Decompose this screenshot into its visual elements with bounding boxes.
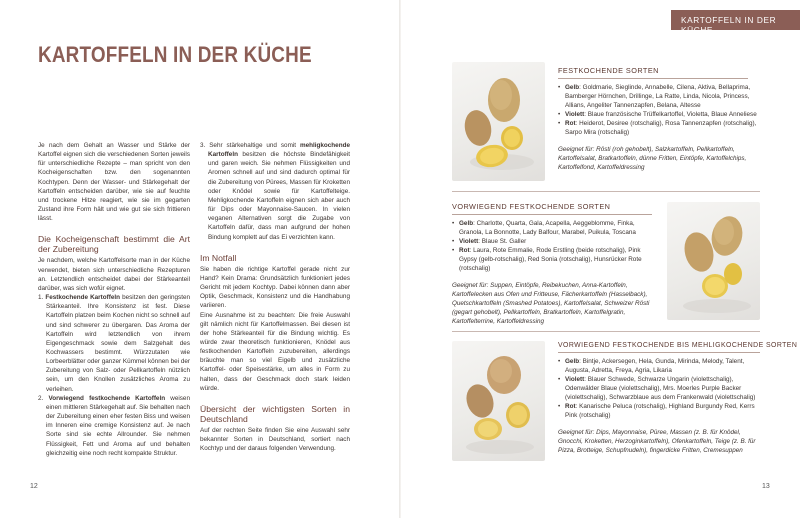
page-number-left: 12 [30, 483, 38, 490]
page-number-right: 13 [762, 483, 770, 490]
suited-for: Geeignet für: Dips, Mayonnaise, Püree, Massen (z. B. für Knödel, Gnocchi, Kroketten, Herzoginkartoffeln), Ofenkartoffeln, Teige (z. B. für Pizza, Brotteige, Schupfnudeln), fingerdicke Fritten, Cremesuppen [558, 429, 756, 454]
list-item: • Violett: Blaue französische Trüffelkartoffel, Violetta, Blaue Anneliese [558, 110, 760, 119]
book-gutter [399, 0, 401, 518]
divider [452, 331, 760, 332]
section-title: VORWIEGEND FESTKOCHENDE SORTEN [452, 202, 611, 211]
section-rule [558, 78, 748, 79]
paragraph: Sie haben die richtige Kartoffel gerade nicht zur Hand? Kein Drama: Grundsätzlich funktioniert jedes Gericht mit jedem Kochtyp. Dabei können dann aber Optik, Geschmack, Konsistenz und die Handhabung variieren. [200, 265, 350, 310]
variety-list [558, 83, 760, 137]
page-title: KARTOFFELN IN DER KÜCHE [38, 42, 312, 67]
list-item: • Gelb: Goldmarie, Sieglinde, Annabelle, Cilena, Aktiva, Bellaprima, Bamberger Hörnchen, Drillinge, La Ratte, Linda, Nicola, Princess, Allians, Angeliter Tannenzapfen, Belana, Altesse [558, 83, 760, 110]
list-item: • Gelb: Bintje, Ackersegen, Hela, Gunda, Mirinda, Melody, Talent, Augusta, Adretta, Freya, Agria, Likaria [558, 357, 760, 375]
list-item-mehligkochend: 3. Sehr stärkehaltige und somit mehligkochende Kartoffeln besitzen die höchste Bindefähigkeit und garen weich. Sie nehmen Flüssigkeiten und Aromen schnell auf und sind dadurch optimal für die Zubereitung von Pürees, Massen für Kroketten oder Knödel sowie für Kartoffelteige. Mehligkochende Kartoffeln eignen sich aber auch für Dips oder Mayonnaise-Saucen. In vielen veganen Alternativen sorgt die Zugabe von Kartoffeln dafür, dass man aufgrund der hohen Bindung komplett auf das Ei verzichten kann. [200, 142, 350, 241]
list-item: • Rot: Heiderot, Desiree (rotschalig), Rosa Tannenzapfen (rotschalig), Sarpo Mira (rotschalig) [558, 119, 760, 137]
variety-list [452, 219, 658, 273]
paragraph: Auf der rechten Seite finden Sie eine Auswahl sehr bekannter Sorten in Deutschland, sortiert nach Kochtyp und der daraus folgenden Verwendung. [200, 426, 350, 453]
list-item: • Rot: Laura, Rote Emmalie, Rode Erstling (beide rotschalig), Pink Gypsy (gelb-rotschalig), Red Sonia (rotschalig), Hunsrücker Rote (rotschalig) [452, 246, 658, 273]
potato-photo-2 [667, 202, 760, 320]
potato-photo-3 [452, 341, 545, 461]
section-title: FESTKOCHENDE SORTEN [558, 66, 659, 75]
section-heading-kocheigenschaft: Die Kocheigenschaft bestimmt die Art der Zubereitung [38, 234, 190, 255]
suited-for: Geeignet für: Rösti (roh gehobelt), Salzkartoffeln, Pellkartoffeln, Kartoffelsalat, Bratkartoffeln, dünne Fritten, Eintöpfe, Kartoffelchips, Kartoffelfond, Kartoffeldressing [558, 146, 747, 171]
potato-illustration [667, 202, 760, 320]
left-column-1 [38, 141, 190, 458]
variety-list [558, 357, 760, 420]
list-item-vorwiegend-festkochend: 2. Vorwiegend festkochende Kartoffeln weisen einen mittleren Stärkegehalt auf. Sie behalten nach der Zubereitung einen eher festen Biss und weisen im Inneren eine cremige Konsistenz auf. Je nach Sorte sind sie echte Allrounder. Sie nehmen Flüssigkeit, Fett und Aroma auf und behalten gleichzeitig eine noch recht kompakte Struktur. [38, 394, 190, 457]
section-rule [452, 214, 652, 215]
list-item: • Rot: Kanarische Peluca (rotschalig), Highland Burgundy Red, Kerrs Pink (rotschalig) [558, 402, 760, 420]
section-heading-notfall: Im Notfall [200, 252, 237, 263]
list-item: • Violett: Blauer Schwede, Schwarze Ungarin (violettschalig), Odenwälder Blaue (violettschalig), Mrs. Moerles Purple Backer (violettschalig), Schwarzblaue aus dem Frankenwald (violettschalig) [558, 375, 760, 402]
section-title: VORWIEGEND FESTKOCHENDE BIS MEHLIGKOCHENDE SORTEN [558, 342, 798, 349]
potato-illustration [452, 341, 545, 461]
paragraph: Je nachdem, welche Kartoffelsorte man in der Küche verwendet, bieten sich unterschiedliche Rezepturen an. Letztendlich entscheidet dabei der Stärkeanteil darüber, was sich wofür eignet. [38, 257, 190, 292]
running-header: KARTOFFELN IN DER KÜCHE [671, 10, 800, 30]
divider [452, 191, 760, 192]
section-rule [558, 352, 760, 353]
list-item: • Violett: Blaue St. Galler [452, 237, 658, 246]
list-item: • Gelb: Charlotte, Quarta, Gala, Acapella, Aeggeblomme, Finka, Granola, La Bonnotte, Lady Balfour, Marabel, Puikula, Toscana [452, 219, 658, 237]
section-vorwiegend-festkochend [452, 202, 658, 326]
list-item-festkochend: 1. Festkochende Kartoffeln besitzen den geringsten Stärkeanteil. Ihre Konsistenz ist fest. Diese Kartoffeln platzen beim Kochen nicht so schnell auf und sind schwerer zu übergaren. Das Aroma der Kartoffeln wird letztendlich von ihrem Eigengeschmack sowie dem Salzgehalt des Kochwassers bestimmt. Würzzutaten wie Lorbeerblätter oder ganzer Kümmel können bei der Zubereitung von Salz- oder Pellkartoffeln nützlich sein, um den Knollen zusätzliches Aroma zu verleihen. [38, 294, 191, 393]
potato-photo-1 [452, 62, 545, 181]
suited-for: Geeignet für: Suppen, Eintöpfe, Reibekuchen, Anna-Kartoffeln, Kartoffelecken aus Ofen und Fritteuse, Fächerkartoffeln (Hasselback), Quetschkartoffeln (Smashed Potatoes), Kartoffelsalat, Schweizer Rösti (gegart gehobelt), Pellkartoffeln, Bratkartoffeln, Kartoffelgratin, Kartoffelterrine, Kartoffeldressing [452, 282, 650, 325]
section-festkochend [558, 66, 760, 172]
potato-illustration [452, 62, 545, 181]
section-vorwiegend-festkochend-bis-mehligkochend [558, 342, 798, 455]
paragraph: Eine Ausnahme ist zu beachten: Die freie Auswahl gilt nämlich nicht für Kartoffelmassen. Bei diesen ist der hohe Stärkeanteil für die Bindung wichtig. Es würde zwar theoretisch funktionieren, Knödel aus festkochenden Kartoffeln zuzubereiten, allerdings bräuchte man so viel Eigelb und zusätzliche Kartoffel- oder Speisestärke, um alles in Form zu halten, dass der Geschmack doch stark leiden würde. [200, 311, 350, 392]
intro-paragraph: Je nach dem Gehalt an Wasser und Stärke der Kartoffel eignen sich die verschiedenen Sorten jeweils für unterschiedliche Rezepte – man spricht von den Kocheigenschaften bzw. den sogenannten Kochtypen. Denn der Wasser- und Stärkegehalt der Kartoffeln entscheiden darüber, wie sie auf feuchte und trockene Hitze reagiert, wie sie im gegarten Zustand ihre Form hält und wie gut sie sich frittieren lässt. [38, 142, 190, 223]
section-heading-uebersicht: Übersicht der wichtigsten Sorten in Deutschland [200, 403, 350, 424]
left-column-2 [200, 141, 350, 453]
